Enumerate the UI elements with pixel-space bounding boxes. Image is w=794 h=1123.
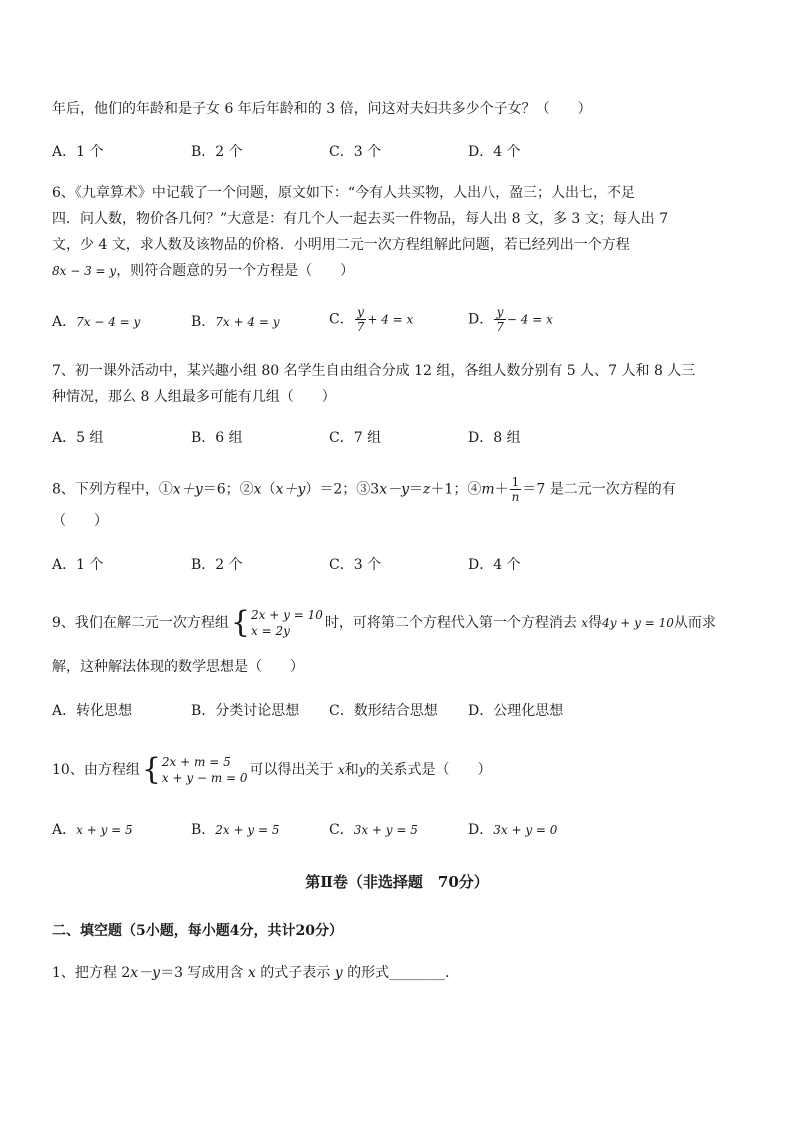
q10-option-d-eq: 3x + y = 0 (493, 823, 558, 837)
fill-q1-end: ． (445, 965, 460, 981)
q9-options (52, 700, 752, 722)
q9-prefix: 9、我们在解二元一次方程组 (52, 615, 229, 631)
q9-eq: 4y + y = 10 (602, 616, 674, 630)
q9-var: x (581, 616, 589, 630)
q10-option-c-label: C． (329, 822, 354, 838)
q6-option-a-eq: 7x − 4 = y (76, 315, 141, 329)
q9-option-a[interactable]: A．转化思想 (52, 703, 133, 719)
q5-option-b[interactable]: B．2 个 (191, 144, 243, 160)
q7-line2: 种情况，那么 8 人组最多可能有几组（ ） (52, 389, 336, 405)
q10-option-d[interactable] (468, 819, 557, 841)
q10-equation-system (142, 754, 248, 786)
q10-line1 (52, 751, 492, 789)
q7-line1: 7、初一课外活动中，某兴趣小组 80 名学生自由组合分成 12 组，各组人数分别有 5 人、7 人和 8 人三 (52, 363, 696, 379)
q10-suffix: 的关系式是（ ） (365, 762, 492, 778)
q9-mid: 时，可将第二个方程代入第一个方程消去 (324, 615, 577, 631)
q9-system-eq2: x = 2y (251, 624, 290, 638)
q6-option-d-den: 7 (496, 320, 504, 334)
fill-q1-var-x: x (247, 965, 256, 981)
q8-eq1: x＋y (172, 481, 203, 498)
q6-option-b-label: B． (191, 314, 216, 330)
q6-option-b-eq: 7x + 4 = y (215, 315, 280, 329)
fill-q1-mid2: 的式子表示 (260, 965, 331, 981)
q10-var-x: x (338, 763, 345, 777)
q9-equation-system (231, 607, 323, 639)
q5-options (52, 141, 752, 163)
q9-brace: { (230, 605, 251, 640)
fill-q1-eq: x－y (130, 965, 161, 981)
q6-option-c[interactable] (329, 305, 413, 334)
fill-q1-answer-blank[interactable]: ________ (389, 965, 446, 981)
q10-option-b[interactable] (191, 819, 279, 841)
q8-eq3b: ＝ (409, 481, 424, 498)
q8-eq2c: x＋y (275, 481, 306, 498)
part2-title: 第Ⅱ卷（非选择题 70分） (305, 873, 489, 891)
q10-options (52, 819, 752, 841)
q8-eq3c: z (423, 481, 431, 498)
q6-option-a-label: A． (52, 314, 77, 330)
fill-in-section-heading: 二、填空题（5小题，每小题4分，共计20分） (52, 923, 343, 939)
fill-q1-mid: ＝3 写成用含 (160, 965, 244, 981)
q6-option-c-rest: + 4 = x (367, 312, 414, 327)
q8-eq3d: ＋1；④ (430, 481, 482, 498)
q9-option-c[interactable]: C．数形结合思想 (329, 703, 438, 719)
q10-brace: { (141, 752, 161, 787)
q9-option-b[interactable]: B．分类讨论思想 (191, 703, 300, 719)
q6-line4 (52, 261, 354, 281)
q10-system-eq2: x + y − m = 0 (161, 771, 248, 785)
q9-mid2: 得 (588, 615, 603, 631)
q8-eq2b: （ (261, 481, 276, 498)
q8-eq1b: ＝6；② (202, 481, 254, 498)
q10-option-c[interactable] (329, 819, 418, 841)
q8-eq4b: ＋ (494, 481, 509, 498)
q9-line2: 解，这种解法体现的数学思想是（ ） (52, 659, 304, 675)
q9-suffix: 从而求 (673, 615, 716, 631)
q8-options (52, 554, 752, 576)
q6-option-a[interactable] (52, 311, 140, 333)
q8-option-c[interactable]: C．3 个 (329, 557, 382, 573)
q9-system-eq1: 2x + y = 10 (251, 608, 323, 622)
fill-q1-suffix: 的形式 (347, 965, 390, 981)
q5-option-d[interactable]: D．4 个 (468, 144, 521, 160)
q7-option-d[interactable]: D．8 组 (468, 430, 521, 446)
fill-q1-var-y: y (334, 965, 343, 981)
q10-var-y: y (358, 763, 366, 777)
q6-option-c-fraction (355, 305, 367, 334)
q10-option-a-label: A． (52, 822, 77, 838)
q6-line1: 6、《九章算术》中记载了一个问题，原文如下：“今有人共买物，人出八，盈三；人出七，不足 (52, 185, 636, 201)
q8-line2: （ ） (52, 513, 108, 529)
fill-q1 (52, 963, 459, 983)
q10-option-d-label: D． (468, 822, 494, 838)
q6-line3: 文，少 4 文，求人数及该物品的价格．小明用二元一次方程组解此问题，若已经列出一个方程 (52, 237, 630, 253)
fill-q1-prefix: 1、把方程 2 (52, 965, 131, 981)
q10-prefix: 10、由方程组 (52, 762, 140, 778)
q8-suffix: ＝7 是二元一次方程的有 (522, 481, 676, 498)
q10-option-a[interactable] (52, 819, 133, 841)
q8-option-b[interactable]: B．2 个 (191, 557, 243, 573)
q6-option-c-label: C． (329, 311, 354, 328)
q8-eq4: m (481, 481, 495, 498)
q8-fraction-num: 1 (510, 475, 522, 490)
q9-option-d[interactable]: D．公理化思想 (468, 703, 564, 719)
q8-eq3: x－y (379, 481, 410, 498)
q10-option-b-label: B． (191, 822, 216, 838)
q8-eq2: x (253, 481, 262, 498)
q10-option-a-eq: x + y = 5 (76, 823, 133, 837)
q6-line2: 四．问人数，物价各几何？”大意是：有几个人一起去买一件物品，每人出 8 文，多 3 文；每人出 7 (52, 211, 669, 227)
q5-option-c[interactable]: C．3 个 (329, 144, 382, 160)
q9-line1 (52, 604, 716, 642)
q6-option-c-num: y (355, 305, 367, 320)
q7-option-a[interactable]: A．5 组 (52, 430, 104, 446)
q7-option-b[interactable]: B．6 组 (191, 430, 243, 446)
q10-system-eq1: 2x + m = 5 (161, 755, 231, 769)
q10-option-c-eq: 3x + y = 5 (353, 823, 418, 837)
q6-options (52, 305, 752, 339)
q6-option-b[interactable] (191, 311, 279, 333)
q10-mid: 可以得出关于 (249, 762, 334, 778)
q6-option-d[interactable] (468, 305, 553, 334)
q7-option-c[interactable]: C．7 组 (329, 430, 382, 446)
q5-stem: 年后，他们的年龄和是子女 6 年后年龄和的 3 倍，问这对夫妇共多少个子女？（ ） (52, 101, 592, 117)
q6-option-d-rest: − 4 = x (506, 312, 553, 327)
q10-option-b-eq: 2x + y = 5 (215, 823, 280, 837)
q6-option-d-fraction (494, 305, 506, 334)
q8-option-a[interactable]: A．1 个 (52, 557, 104, 573)
q6-option-d-label: D． (468, 311, 494, 328)
q7-options (52, 427, 752, 449)
q8-fraction (510, 475, 522, 504)
q5-option-a[interactable]: A．1 个 (52, 144, 104, 160)
q8-eq2d: ）＝2；③3 (305, 481, 380, 498)
q8-fraction-den: n (511, 490, 520, 504)
q6-option-c-den: 7 (356, 320, 365, 334)
q8-prefix: 8、下列方程中，① (52, 481, 173, 498)
q6-line4-text: ，则符合题意的另一个方程是（ ） (116, 263, 355, 279)
q10-mid2: 和 (344, 762, 359, 778)
q8-line1 (52, 475, 676, 504)
q6-given-equation: 8x − 3 = y (52, 264, 117, 278)
q8-option-d[interactable]: D．4 个 (468, 557, 521, 573)
q6-option-d-num: y (494, 305, 506, 320)
